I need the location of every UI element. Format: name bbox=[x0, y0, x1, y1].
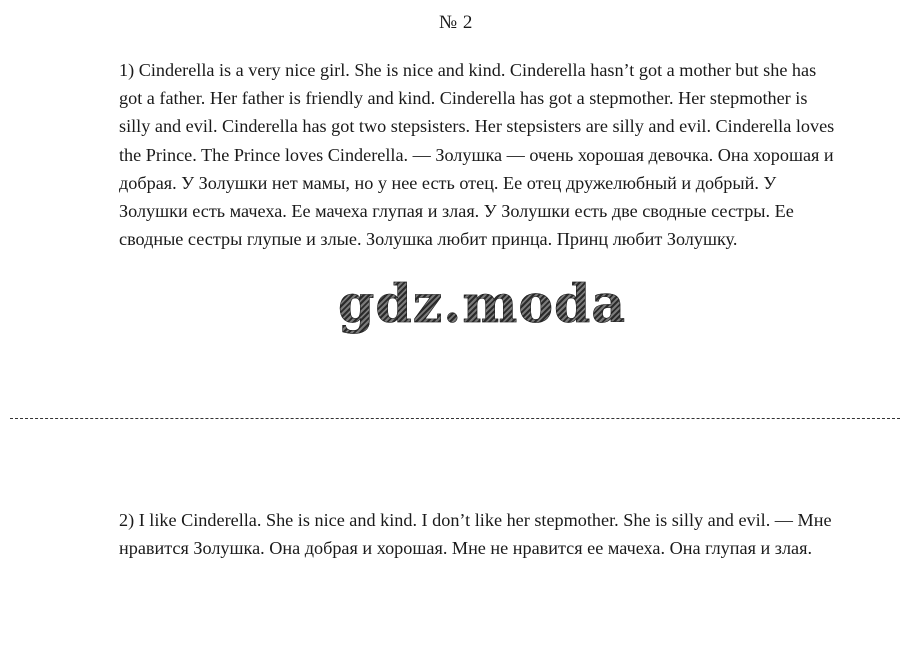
answer-paragraph-2: 2) I like Cinderella. She is nice and kind. I don’t like her stepmother. She is silly and evil. — Мне нравится Золушка. Она добрая и хорошая. Мне не нравится ее мачеха. Она глупая и злая. bbox=[119, 510, 832, 559]
answer-paragraph-1: 1) Cinderella is a very nice girl. She is nice and kind. Cinderella hasn’t got a mother but she has got a father. Her father is friendly and kind. Cinderella has got a stepmother. Her stepmother is silly and evil. Cinderella has got two stepsisters. Her stepsisters are silly and evil. Cinderella loves the Prince. The Prince loves Cinderella. — Золушка — очень хорошая девочка. Она хорошая и добрая. У Золушки нет мамы, но у нее есть отец. Ее отец дружелюбный и добрый. У Золушки есть мачеха. Ее мачеха глупая и злая. У Золушки есть две сводные сестры. Ее сводные сестры глупые и злые. Золушка любит принца. Принц любит Золушку. bbox=[119, 60, 835, 250]
dashed-divider bbox=[10, 418, 900, 419]
exercise-number: № 2 bbox=[439, 12, 473, 33]
watermark-text: gdz.moda bbox=[338, 274, 627, 335]
watermark-logo bbox=[338, 270, 627, 340]
